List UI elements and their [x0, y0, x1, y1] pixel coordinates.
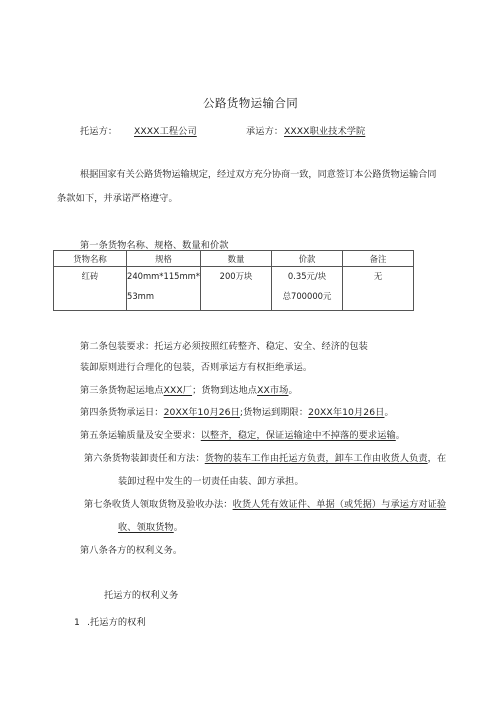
- table-header: 数量: [201, 251, 272, 267]
- table-header: 货物名称: [54, 251, 127, 267]
- carrier-value: XXXX职业技术学院: [284, 126, 366, 137]
- destination-value: XX市场: [257, 385, 289, 396]
- intro-line-1: 根据国家有关公路货物运输规定，经过双方充分协商一致，同意签订本公路货物运输合同: [80, 169, 437, 180]
- article-4-mid: ;货物运到期限：: [239, 407, 309, 418]
- article-7-prefix: 第七条收货人领取货物及验收办法：: [84, 499, 233, 510]
- origin-value: XXX厂: [163, 385, 193, 396]
- article-4-end: 。: [384, 407, 394, 418]
- shipper-value: XXXX工程公司: [134, 126, 197, 137]
- article-5-end: 。: [395, 430, 406, 441]
- table-cell-price: 0.35元/块 总700000元: [272, 267, 343, 311]
- article-3-mid: ；货物到达地点: [192, 385, 258, 396]
- intro-line-2: 条款如下，并承诺严格遵守。: [57, 193, 178, 204]
- article-3: [80, 382, 298, 396]
- table-row: [54, 267, 414, 311]
- table-header-row: [54, 251, 414, 267]
- article-3-end: 。: [288, 385, 298, 396]
- article-3-prefix: 第三条货物起运地点: [80, 385, 164, 396]
- quality-requirement: 以整齐，稳定，保证运输途中不掉落的要求运输: [200, 430, 396, 441]
- article-7-line-2: [118, 519, 183, 533]
- article-4: [80, 404, 394, 418]
- subsection-label: .托运方的权利: [86, 617, 146, 628]
- acceptance-method-cont: 收、领取货物: [118, 522, 174, 533]
- table-cell-quantity: 200万块: [201, 267, 272, 311]
- acceptance-method: 收货人凭有效证件、单据（或凭据）与承运方对证验: [232, 499, 447, 510]
- article-6-line-2: 装卸过程中发生的一切责任由装、卸方承担。: [118, 476, 304, 487]
- table-header: 价款: [272, 251, 343, 267]
- contract-title: 公路货物运输合同: [203, 96, 299, 110]
- article-4-prefix: 第四条货物承运日：: [80, 407, 164, 418]
- goods-table: [53, 250, 414, 311]
- loading-responsibility: 货物的装车工作由托运方负责，卸车工作由收货人负责: [204, 453, 428, 464]
- carrier-label: 承运方：: [246, 126, 284, 137]
- article-8: 第八条各方的权利义务。: [80, 545, 183, 556]
- article-7-end: 。: [173, 522, 184, 533]
- article-6-line-1: [84, 450, 446, 464]
- shipper-label: 托运方：: [80, 126, 118, 137]
- start-date: 20XX年10月26日: [163, 407, 240, 418]
- article-2-line-1: 第二条包装要求：托运方必须按照红砖整齐、稳定、安全、经济的包装: [80, 341, 368, 352]
- article-6-end: ，在: [427, 453, 447, 464]
- deadline-date: 20XX年10月26日: [308, 407, 385, 418]
- article-2-line-2: 装卸原则进行合理化的包装，否则承运方有权拒绝承运。: [80, 362, 313, 373]
- subsection-heading: [74, 614, 146, 628]
- article-6-prefix: 第六条货物装卸责任和方法：: [84, 453, 205, 464]
- subsection-number: 1: [74, 617, 80, 628]
- article-1-heading: 第一条货物名称、规格、数量和价款: [80, 240, 229, 251]
- table-header: 规格: [127, 251, 201, 267]
- article-7-line-1: [84, 496, 446, 510]
- article-5-prefix: 第五条运输质量及安全要求：: [80, 430, 201, 441]
- table-cell-remark: 无: [343, 267, 414, 311]
- table-header: 备注: [343, 251, 414, 267]
- section-heading: 托运方的权利义务: [104, 590, 179, 601]
- table-cell-name: 红砖: [54, 267, 127, 311]
- article-5: [80, 427, 405, 441]
- table-cell-spec: 240mm*115mm* 53mm: [127, 267, 201, 311]
